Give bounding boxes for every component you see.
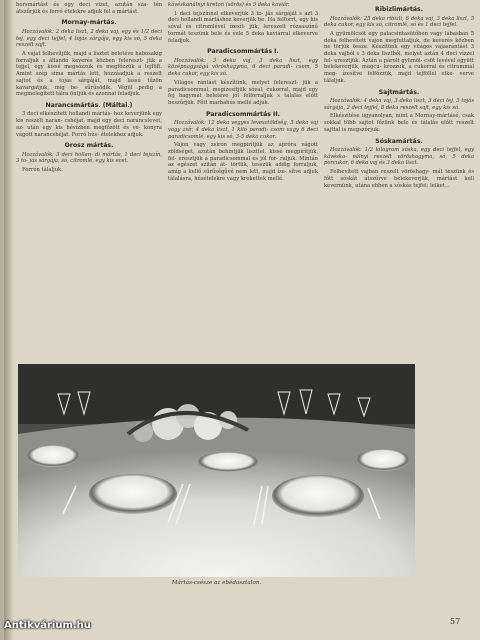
recipe-body: Forrón tálaljuk. xyxy=(22,167,63,174)
text-column-1 xyxy=(16,2,162,176)
book-page xyxy=(4,0,480,640)
page-spine-shadow xyxy=(4,0,14,640)
recipe-ingredients: Hozzávalók: 3 deka vaj, 3 deka liszt, egy középnagyságú vöröshagyma, 6 deci paradi- csom, 5 deka cukor, egy kis só. xyxy=(168,57,318,78)
recipe-title: Paradicsommártás II. xyxy=(206,110,280,118)
watermark: Antikvárium.hu xyxy=(4,620,91,631)
column-intro: kávéskanálnyi kreton (sörös) és 5 deka kaviár. xyxy=(168,2,290,8)
recipe-body: 1 deci tejszínnel elkeverjük 3 to- jás sárgáját s azt 3 deci hollandi mártáshoz keverjük be. Ha felforrt, egy kis sóval és citromlével ízesít- jük, lereszelt rózsaszínű tormát teszünk bele és vele 5 deka kaviárral elkeverve feladjuk. xyxy=(168,10,318,44)
recipe-body: Világos rántást készítünk, melyet felereszt- jük a paradicsommal, megízesítjük sóval, cukorral, majd egy fej hagymát beletéve jól felforraljuk s tálalás előtt beszűrjük. Főtt marhahús mellé adjuk. xyxy=(168,79,318,106)
photo-caption: Mártás-csésze az ebédasztalon. xyxy=(171,580,262,586)
recipe-body: A vajat felhevítjük, majd a lisztet beletéve habosakig forraljuk s állandó keverés közben felereszt- jük a tejjel, egy kissé megsózzuk és megfőzzük a tejfölt. Amint szép sima mártás lett, hozzáadjuk a reszelt sajtot és a tojás sárgáját, majd lassú tűzön kavargatjuk, míg be- sűrűsödik. Végül pedig a megmelegített tálra öntjük és azonnal feladjuk. xyxy=(16,51,162,98)
recipe-ingredients: Hozzávalók: 1/2 kilogram sóska, egy deci tejfel, egy kávéska- nálnyi reszelt vöröshagyma, só, 5 deka porcukor, 6 deka vaj és 3 deka liszt. xyxy=(324,147,474,167)
column-intro: borsmártást és egy deci vizet, azután sza- tén átszűrjük és forró ételekre adjuk fel a mártást. xyxy=(16,2,162,15)
recipe-title: Paradicsommártás I. xyxy=(207,48,279,56)
table-setting-photo xyxy=(18,364,415,577)
recipe-ingredients: Hozzávalók: 25 deka ribizli, 6 deka vaj, 3 deka liszt, 5 deka cukor, egy kis só, citromlé, só és 1 deci tejfel. xyxy=(324,15,474,29)
recipe-body: Felhevített vajban reszelt vöröshagy- mát teszünk és főtt sóskát átszűrve belekeverjük, mártást kell kevernünk, utána ebben a sóskás tejfel: lelket... xyxy=(324,169,474,189)
recipe-ingredients: Hozzávalók: 4 deka vaj, 3 deka liszt, 3 deci tej, 3 tojás sárgája, 2 deci tejfel, 8 deka reszelt sajt, egy kis só. xyxy=(324,98,474,111)
text-column-2 xyxy=(168,2,318,184)
recipe-body: 3 deci elkészített hollandi mártás- hoz keverjünk egy kis reszelt naran- cshéjat, majd egy deci narancslevet, az- után egy kis hévízben megfőzött és vé- konyra vágott narancshéjat. Forró hús- ételekhez adjuk. xyxy=(16,111,162,138)
recipe-title: Mornay-mártás. xyxy=(61,19,117,27)
recipe-title: Sóskamártás. xyxy=(375,137,423,145)
recipe-title: Narancsmártás. (Máltai.) xyxy=(45,101,133,109)
recipe-body: A gyümölcsöt egy palacsintasütőben vagy lábasban 5 deka felhevített vajon megfuttatjuk, de keverés közben ne törjük össze. Készítünk egy világos vajasrántást 3 deka vajból s 3 deka lisztből, melyet aztán 4 deci vízzel fel- eresztjük. Aztán a párolt gyümöl- csöt levével együtt belekeverjük, megcu- krozzuk, a cukorral és citrommal meg- ízesítve felfőzzük, majd tejföllel elke- verve tálaljuk. xyxy=(324,30,474,84)
recipe-title: Sajtmártás. xyxy=(378,88,420,96)
recipe-body: Elkészítése ugyanolyan, mint a Mornay-mártásé, csak sokkal több sajtot főzünk bele és tálalás előtt reszelt sajttal is megszórjuk. xyxy=(324,113,474,133)
table-setting-illustration xyxy=(18,364,415,577)
recipe-ingredients: Hozzávalók: 12 deka vegyes levesztöldség, 5 deka vaj vagy zsír, 4 deka liszt, 1 kiló paradi- csom vagy 6 deci paradicsomlé, egy kis só, 3-5 deka cukor. xyxy=(168,120,318,140)
recipe-title: Orosz mártás. xyxy=(64,142,114,150)
text-column-3 xyxy=(324,2,474,191)
recipe-ingredients: Hozzávalók: 2 deka liszt, 2 deka vaj, egy és 1/2 deci tej, egy deci tejfel, 4 tojás sárgája, egy kis só, 5 deka reszelt sajt. xyxy=(16,28,162,49)
recipe-title: Ribizlimártás. xyxy=(374,6,424,13)
recipe-ingredients: Hozzávalók: 3 deci hollan- di mártás, 1 deci tejszín, 3 to- jás sárgája, só, citromlé, egy kis ecet. xyxy=(16,151,162,165)
page-number: 57 xyxy=(450,617,461,626)
recipe-body: Vajon vagy zsíron megpirítjük az apróra vágott zöldséget, azután behintjük liszttel, kissé megpirítjük, fel- eresztjük a paradicsommal és jól for- raljuk. Mintán az egészet szitán át- törtük, tesszük addig forraljuk, amíg a kellő sűrűségűvé nem lett, majd íze- sítve adjuk tálalásra, húsételekre vagy krokettek mellé. xyxy=(168,142,318,182)
